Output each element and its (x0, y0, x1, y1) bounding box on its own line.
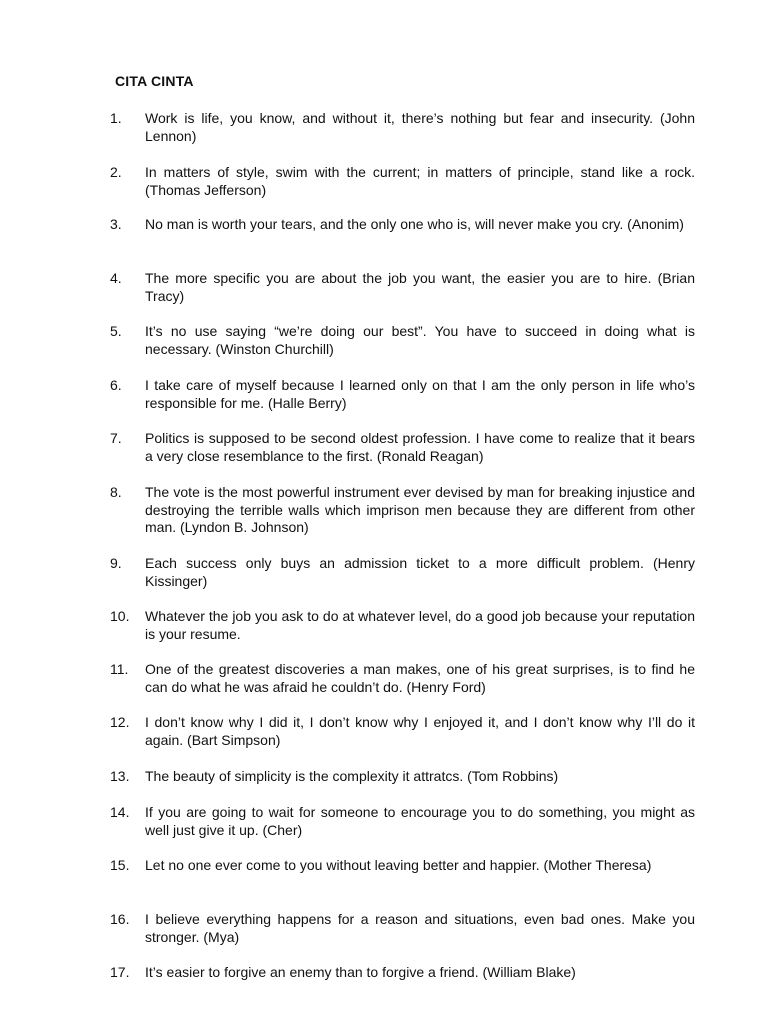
list-item-text: No man is worth your tears, and the only one who is, will never make you cry. (Anonim) (145, 216, 684, 232)
list-item-number: 8. (110, 484, 122, 500)
list-item-number: 13. (110, 768, 130, 784)
list-item-text: Let no one ever come to you without leaving better and happier. (Mother Theresa) (145, 857, 652, 873)
list-item-text: I take care of myself because I learned only on that I am the only person in life who’s responsible for me. (Halle Berry) (145, 377, 695, 411)
list-item-number: 6. (110, 377, 122, 393)
list-item-text: The more specific you are about the job you want, the easier you are to hire. (Brian Tracy) (145, 270, 695, 304)
list-item-text: I believe everything happens for a reason and situations, even bad ones. Make you stronger. (Mya) (145, 911, 695, 945)
list-item-text: I don’t know why I did it, I don’t know why I enjoyed it, and I don’t know why I’ll do it again. (Bart Simpson) (145, 714, 695, 748)
list-item-number: 11. (110, 661, 129, 677)
list-item-text: It’s easier to forgive an enemy than to forgive a friend. (William Blake) (145, 964, 576, 980)
list-item-text: Politics is supposed to be second oldest profession. I have come to realize that it bears a very close resemblance to the first. (Ronald Reagan) (145, 430, 695, 464)
list-item-number: 7. (110, 430, 122, 446)
list-item-number: 16. (110, 911, 130, 927)
list-item-text: The vote is the most powerful instrument ever devised by man for breaking injustice and destroying the terrible walls which imprison men because they are different from other man. (Lyndon B. Johnson) (145, 484, 695, 535)
list-item-number: 12. (110, 714, 130, 730)
list-item-text: One of the greatest discoveries a man makes, one of his great surprises, is to find he can do what he was afraid he couldn’t do. (Henry Ford) (145, 661, 695, 695)
list-item-text: The beauty of simplicity is the complexity it attratcs. (Tom Robbins) (145, 768, 559, 784)
list-item-number: 14. (110, 804, 130, 820)
list-item-number: 17. (110, 964, 130, 980)
list-item-number: 10. (110, 608, 130, 624)
list-item-text: Whatever the job you ask to do at whatever level, do a good job because your reputation is your resume. (145, 608, 695, 642)
list-item-number: 15. (110, 857, 130, 873)
list-item-text: If you are going to wait for someone to encourage you to do something, you might as well just give it up. (Cher) (145, 804, 695, 838)
list-item-number: 2. (110, 164, 122, 180)
list-item-number: 1. (110, 110, 122, 126)
list-item-text: Each success only buys an admission ticket to a more difficult problem. (Henry Kissinger) (145, 555, 695, 589)
list-item-number: 5. (110, 323, 122, 339)
list-item-number: 4. (110, 270, 122, 286)
list-item-text: It’s no use saying “we’re doing our best”. You have to succeed in doing what is necessary. (Winston Churchill) (145, 323, 695, 357)
list-item-text: Work is life, you know, and without it, there’s nothing but fear and insecurity. (John Lennon) (145, 110, 695, 144)
list-item-number: 9. (110, 555, 122, 571)
list-item-number: 3. (110, 216, 122, 232)
page-title: CITA CINTA (115, 73, 194, 89)
list-item-text: In matters of style, swim with the current; in matters of principle, stand like a rock. (Thomas Jefferson) (145, 164, 695, 198)
